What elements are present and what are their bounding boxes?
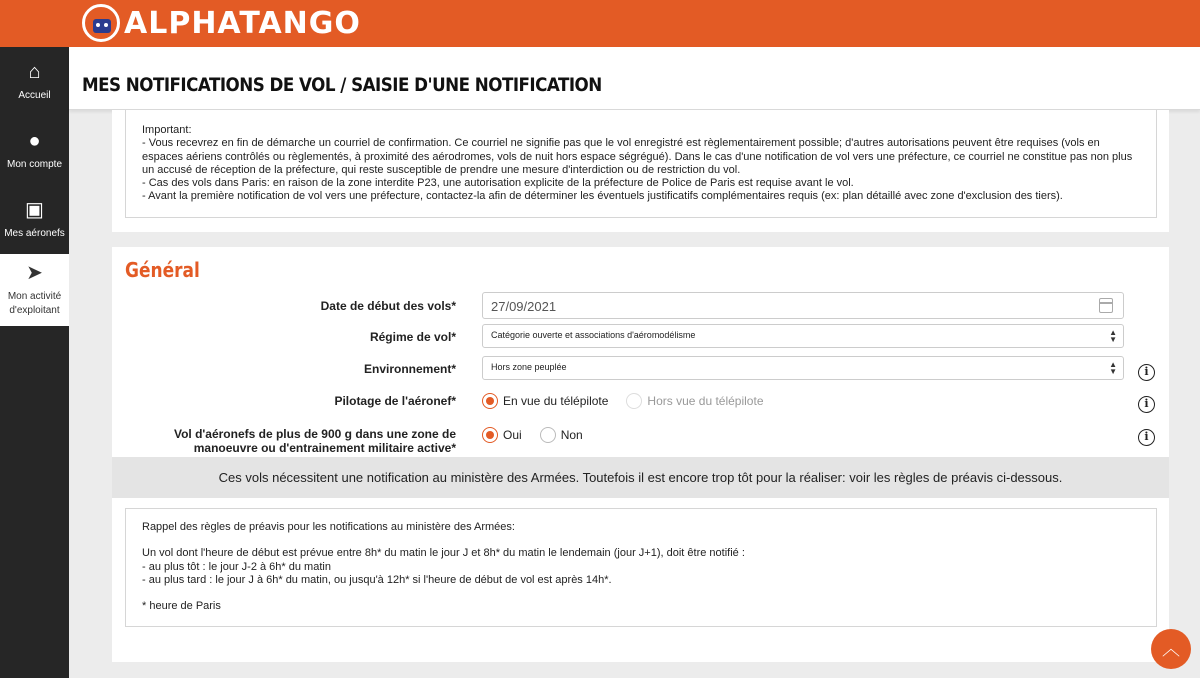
- select-arrows-icon: ▲ ▼: [1109, 360, 1117, 376]
- pilotage-option-en-vue[interactable]: [482, 393, 608, 409]
- page-header: [69, 47, 1200, 110]
- drone-icon: ▣: [25, 198, 44, 221]
- preavis-rules: [125, 508, 1157, 627]
- rules-line: - au plus tard : le jour J à 6h* du matin, ou jusqu'à 12h* si l'heure de début de vol est après 14h*.: [142, 573, 612, 586]
- home-icon: ⌂: [28, 60, 41, 83]
- general-section: [112, 247, 1169, 662]
- regime-label: Régime de vol*: [369, 330, 456, 344]
- radio-label: Non: [560, 428, 583, 442]
- sidebar-item-label: Mon compte: [6, 158, 63, 170]
- rules-heading: Rappel des règles de préavis pour les notifications au ministère des Armées:: [142, 521, 515, 533]
- navigation-icon: ➤: [26, 262, 43, 284]
- date-input[interactable]: [482, 292, 1124, 319]
- top-bar: [0, 0, 1200, 47]
- sidebar: [0, 47, 69, 678]
- radio-unchecked[interactable]: [626, 393, 642, 409]
- pilotage-radio-group: [482, 393, 782, 409]
- important-line: - Vous recevrez en fin de démarche un courriel de confirmation. Ce courriel ne signifie pas que le vol enregistré est règlementairement possible; d'autres autorisations peuvent être requises (vols en espaces aériens contrôlés ou règlementés, à proximité des aérodromes, vols de nuit hors espace ségrégué). Dans le cas d'une notification de vol vers une préfecture, ce courriel ne constitue pas non plus un accusé de réception de la préfecture, qui reste susceptible de prendre une mesure d'interdiction ou de restriction du vol.: [142, 137, 1133, 176]
- info-icon[interactable]: i: [1138, 396, 1155, 413]
- regime-select[interactable]: [482, 324, 1124, 348]
- sidebar-item-label: Mon activité d'exploitant: [7, 291, 62, 316]
- sidebar-item-label: Accueil: [18, 89, 51, 101]
- important-notice: [125, 110, 1157, 218]
- environment-value: Hors zone peuplée: [491, 362, 567, 372]
- rules-footnote: * heure de Paris: [142, 600, 221, 613]
- sidebar-item-mon-compte[interactable]: [0, 116, 69, 185]
- military-zone-label: Vol d'aéronefs de plus de 900 g dans une zone de manoeuvre ou d'entrainement militaire active*: [173, 427, 456, 455]
- military-option-non[interactable]: [540, 427, 583, 443]
- radio-checked[interactable]: [482, 427, 498, 443]
- important-line: - Cas des vols dans Paris: en raison de la zone interdite P23, une autorisation explicite de la préfecture de Police de Paris est requise avant le vol.: [142, 177, 854, 190]
- important-line: - Avant la première notification de vol vers une préfecture, contactez-la afin de déterminer les éventuels justificatifs complémentaires requis (ex: plan détaillé avec zone d'exclusion des tiers).: [142, 190, 1063, 203]
- robot-logo-icon: [82, 4, 120, 42]
- regime-value: Catégorie ouverte et associations d'aéromodélisme: [491, 330, 696, 340]
- date-value: 27/09/2021: [491, 299, 557, 314]
- sidebar-item-activite-exploitant[interactable]: [0, 254, 69, 326]
- sidebar-item-label: Mes aéronefs: [4, 227, 65, 239]
- rules-line: - au plus tôt : le jour J-2 à 6h* du matin: [142, 560, 331, 573]
- page-title: MES NOTIFICATIONS DE VOL / SAISIE D'UNE NOTIFICATION: [82, 74, 602, 96]
- sidebar-item-accueil[interactable]: [0, 47, 69, 116]
- radio-checked[interactable]: [482, 393, 498, 409]
- date-label: Date de début des vols*: [320, 299, 456, 313]
- military-notice: Ces vols nécessitent une notification au ministère des Armées. Toutefois il est encore trop tôt pour la réaliser: voir les règles de préavis ci-dessous.: [112, 457, 1169, 498]
- sidebar-item-mes-aeronefs[interactable]: [0, 185, 69, 254]
- military-radio-group: [482, 427, 601, 443]
- radio-unchecked[interactable]: [540, 427, 556, 443]
- environment-select[interactable]: [482, 356, 1124, 380]
- scroll-to-top-button[interactable]: [1151, 629, 1191, 669]
- user-icon: ●: [28, 129, 41, 152]
- pilotage-option-hors-vue[interactable]: [626, 393, 763, 409]
- chevron-up-icon: ︿: [1162, 639, 1180, 659]
- calendar-icon[interactable]: [1099, 298, 1113, 313]
- info-icon[interactable]: i: [1138, 364, 1155, 381]
- info-icon[interactable]: i: [1138, 429, 1155, 446]
- radio-label: Hors vue du télépilote: [647, 394, 764, 408]
- select-arrows-icon: ▲ ▼: [1109, 328, 1117, 344]
- important-heading: Important:: [142, 124, 192, 136]
- important-card: [112, 110, 1169, 232]
- radio-label: En vue du télépilote: [503, 394, 609, 408]
- military-option-oui[interactable]: [482, 427, 522, 443]
- logo[interactable]: [82, 3, 361, 43]
- rules-line: Un vol dont l'heure de début est prévue entre 8h* du matin le jour J et 8h* du matin le lendemain (jour J+1), doit être notifié :: [142, 547, 745, 560]
- radio-label: Oui: [503, 428, 522, 442]
- environment-label: Environnement*: [363, 362, 456, 376]
- pilotage-label: Pilotage de l'aéronef*: [334, 394, 456, 408]
- brand-name: ALPHATANGO: [124, 5, 361, 41]
- section-title: Général: [125, 258, 200, 282]
